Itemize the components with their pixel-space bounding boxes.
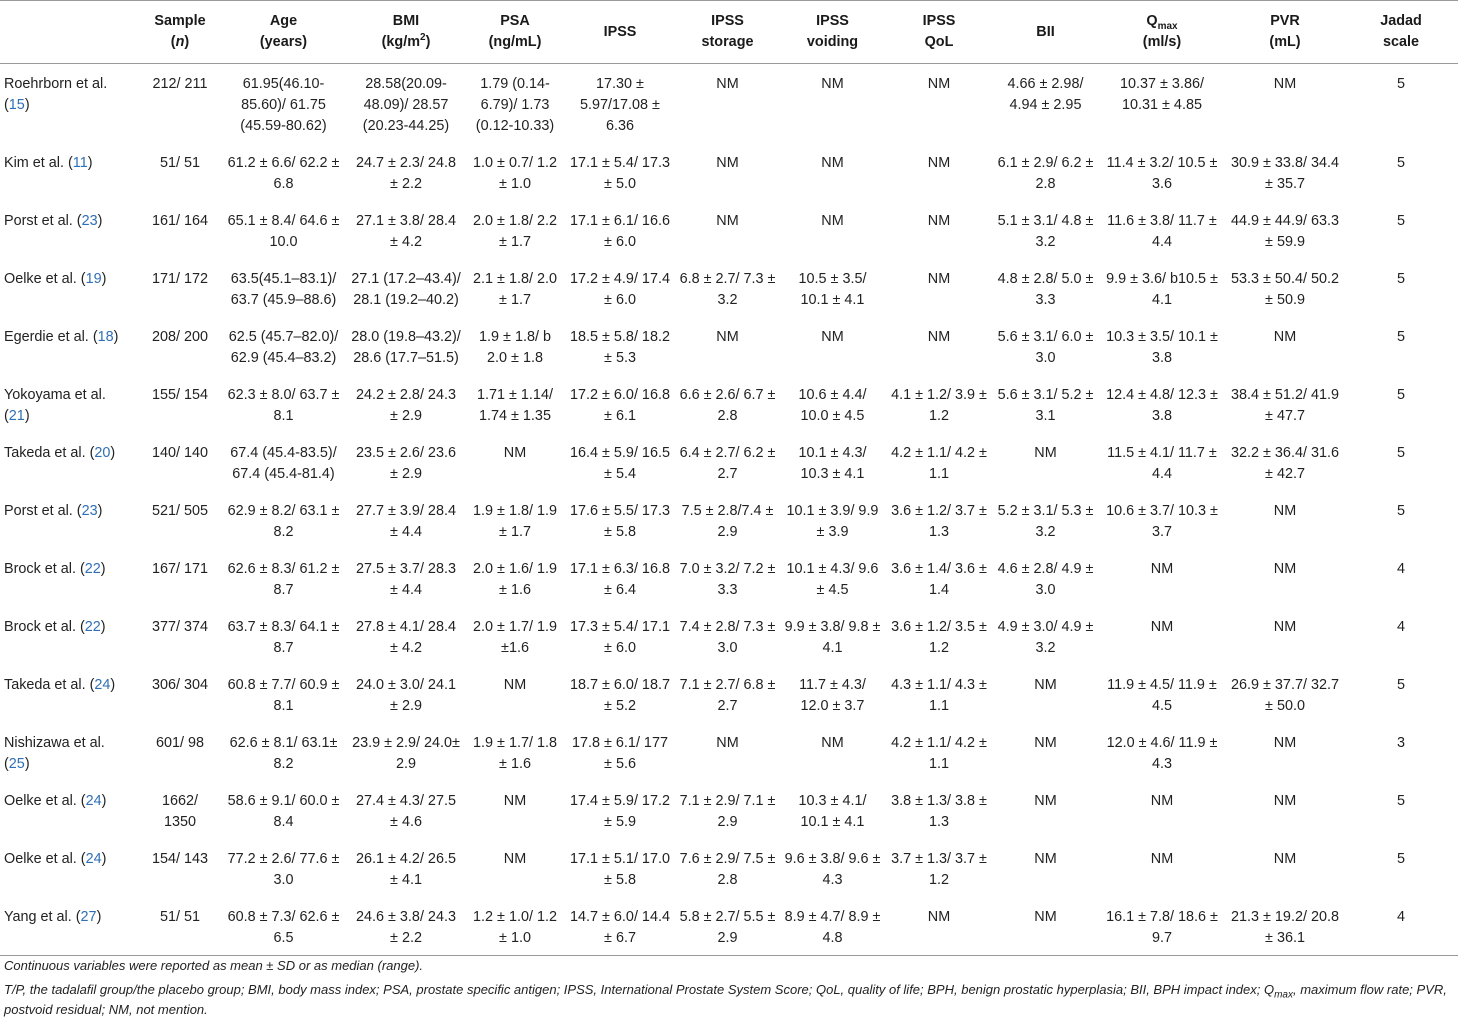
table-cell: 60.8 ± 7.3/ 62.6 ± 6.5 <box>227 909 340 946</box>
table-cell: NM <box>1150 851 1174 867</box>
column-header-title: Sample <box>154 13 206 29</box>
table-cell: 58.6 ± 9.1/ 60.0 ± 8.4 <box>227 793 340 830</box>
table-cell: 6.6 ± 2.6/ 6.7 ± 2.8 <box>679 387 776 424</box>
table-cell: 10.5 ± 3.5/ 10.1 ± 4.1 <box>798 271 867 308</box>
table-cell: 10.1 ± 4.3/ 10.3 ± 4.1 <box>798 445 867 482</box>
table-cell: NM <box>503 677 527 693</box>
table-cell: NM <box>503 793 527 809</box>
column-header-unit: (years) <box>259 34 308 50</box>
table-cell: NM <box>1034 793 1057 809</box>
table-cell: 23.5 ± 2.6/ 23.6 ± 2.9 <box>356 445 456 482</box>
table-cell: 5 <box>1396 851 1405 867</box>
table-cell: 62.6 ± 8.1/ 63.1± 8.2 <box>229 735 338 772</box>
table-cell: 24.7 ± 2.3/ 24.8 ± 2.2 <box>356 155 456 192</box>
table-cell: NM <box>1273 329 1297 345</box>
table-cell: NM <box>1273 851 1297 867</box>
study-cell: Takeda et al. (24) <box>4 677 116 693</box>
table-row <box>0 375 1458 433</box>
table-cell: 167/ 171 <box>151 561 209 577</box>
column-header-title: IPSS <box>603 23 637 40</box>
table-cell: 27.7 ± 3.9/ 28.4 ± 4.4 <box>356 503 456 540</box>
table-cell: 10.1 ± 4.3/ 9.6 ± 4.5 <box>786 561 879 598</box>
table-cell: 4.2 ± 1.1/ 4.2 ± 1.1 <box>891 445 987 482</box>
table-cell: NM <box>821 735 844 751</box>
table-cell: 161/ 164 <box>151 213 209 229</box>
table-cell: 17.6 ± 5.5/ 17.3 ± 5.8 <box>570 503 670 540</box>
column-header <box>1344 1 1458 64</box>
table-cell: 16.4 ± 5.9/ 16.5 ± 5.4 <box>570 445 670 482</box>
table-cell: 24.0 ± 3.0/ 24.1 ± 2.9 <box>356 677 456 714</box>
table-cell: NM <box>821 155 844 171</box>
column-header <box>465 1 565 64</box>
table-cell: 5.2 ± 3.1/ 5.3 ± 3.2 <box>997 503 1094 540</box>
table-cell: 1.79 (0.14-6.79)/ 1.73 (0.12-10.33) <box>475 76 555 134</box>
reference-link[interactable]: 22 <box>84 619 101 635</box>
column-header <box>885 1 993 64</box>
column-header-title: IPSS <box>922 13 956 29</box>
table-cell: NM <box>1273 619 1297 635</box>
table-cell: 1662/ 1350 <box>161 793 198 830</box>
table-cell: 5 <box>1396 445 1405 461</box>
table-cell: NM <box>716 329 739 345</box>
table-cell: 4 <box>1396 909 1405 925</box>
table-cell: 26.1 ± 4.2/ 26.5 ± 4.1 <box>356 851 456 888</box>
table-cell: 212/ 211 <box>152 76 208 92</box>
table-cell: 24.6 ± 3.8/ 24.3 ± 2.2 <box>356 909 456 946</box>
table-cell: NM <box>927 909 951 925</box>
reference-link[interactable]: 18 <box>97 329 114 345</box>
table-cell: NM <box>927 213 951 229</box>
column-header <box>1098 1 1226 64</box>
table-cell: 11.6 ± 3.8/ 11.7 ± 4.4 <box>1107 213 1217 250</box>
table-cell: NM <box>716 155 739 171</box>
column-header-unit: voiding <box>806 34 859 50</box>
column-header-unit: (ml/s) <box>1142 34 1182 50</box>
table-cell: 51/ 51 <box>159 155 200 171</box>
table-cell: 155/ 154 <box>151 387 209 403</box>
header-row <box>0 1 1458 64</box>
table-cell: 3.6 ± 1.4/ 3.6 ± 1.4 <box>891 561 987 598</box>
table-cell: 9.9 ± 3.8/ 9.8 ± 4.1 <box>784 619 881 656</box>
table-cell: NM <box>1273 735 1297 751</box>
column-header <box>140 1 220 64</box>
table-cell: 6.8 ± 2.7/ 7.3 ± 3.2 <box>679 271 776 308</box>
table-cell: 5 <box>1396 793 1405 809</box>
table-cell: 4.3 ± 1.1/ 4.3 ± 1.1 <box>891 677 987 714</box>
table-cell: 62.5 (45.7–82.0)/ 62.9 (45.4–83.2) <box>228 329 339 366</box>
study-name: Oelke et al. <box>4 851 77 867</box>
table-cell: 1.0 ± 0.7/ 1.2 ± 1.0 <box>473 155 557 192</box>
study-name: Porst et al. <box>4 503 73 519</box>
table-cell: NM <box>821 329 844 345</box>
table-row <box>0 317 1458 375</box>
table-cell: 5.6 ± 3.1/ 5.2 ± 3.1 <box>997 387 1094 424</box>
table-cell: 6.4 ± 2.7/ 6.2 ± 2.7 <box>679 445 776 482</box>
table-cell: 38.4 ± 51.2/ 41.9 ± 47.7 <box>1231 387 1339 424</box>
study-cell: Kim et al. (11) <box>4 155 93 171</box>
study-name: Kim et al. <box>4 155 64 171</box>
table-cell: 62.9 ± 8.2/ 63.1 ± 8.2 <box>227 503 340 540</box>
column-header <box>347 1 465 64</box>
footnote-continuous-variables: Continuous variables were reported as mean ± SD or as median (range). <box>4 958 424 973</box>
table-cell: 28.0 (19.8–43.2)/ 28.6 (17.7–51.5) <box>351 329 461 366</box>
table-cell: 10.37 ± 3.86/ 10.31 ± 4.85 <box>1120 76 1204 113</box>
table-cell: 4 <box>1396 561 1405 577</box>
study-cell: Nishizawa et al. (25) <box>4 735 105 772</box>
table-cell: 61.95(46.10-85.60)/ 61.75 (45.59-80.62) <box>240 76 327 134</box>
column-header-unit: (mL) <box>1269 34 1301 50</box>
table-cell: 61.2 ± 6.6/ 62.2 ± 6.8 <box>227 155 340 192</box>
table-cell: 32.2 ± 36.4/ 31.6 ± 42.7 <box>1231 445 1339 482</box>
table-cell: 53.3 ± 50.4/ 50.2 ± 50.9 <box>1231 271 1339 308</box>
table-cell: 4.8 ± 2.8/ 5.0 ± 3.3 <box>997 271 1094 308</box>
study-cell: Oelke et al. (24) <box>4 851 107 867</box>
column-header-unit: $(kg/m^2)$ <box>381 32 431 50</box>
study-name: Brock et al. <box>4 619 76 635</box>
table-cell: 16.1 ± 7.8/ 18.6 ± 9.7 <box>1106 909 1218 946</box>
table-cell: 1.9 ± 1.8/ 1.9 ± 1.7 <box>473 503 557 540</box>
reference-link[interactable]: 24 <box>85 851 102 867</box>
study-cell: Takeda et al. (20) <box>4 445 116 461</box>
table-cell: NM <box>716 76 739 92</box>
table-cell: 154/ 143 <box>151 851 209 867</box>
table-cell: NM <box>1034 445 1057 461</box>
study-cell: Porst et al. (23) <box>4 503 103 519</box>
column-header-title: BII <box>1036 23 1055 40</box>
table-cell: NM <box>1273 793 1297 809</box>
column-header-title: PVR <box>1270 13 1300 29</box>
study-name: Oelke et al. <box>4 793 77 809</box>
column-header-unit: QoL <box>924 34 954 50</box>
table-cell: NM <box>927 329 951 345</box>
table-cell: 4.6 ± 2.8/ 4.9 ± 3.0 <box>997 561 1094 598</box>
table-cell: 4.9 ± 3.0/ 4.9 ± 3.2 <box>997 619 1094 656</box>
table-cell: 8.9 ± 4.7/ 8.9 ± 4.8 <box>784 909 881 946</box>
study-name: Takeda et al. <box>4 677 86 693</box>
table-cell: 1.9 ± 1.7/ 1.8 ± 1.6 <box>473 735 557 772</box>
table-cell: 27.4 ± 4.3/ 27.5 ± 4.6 <box>356 793 456 830</box>
table-row <box>0 607 1458 665</box>
table-cell: 27.1 ± 3.8/ 28.4 ± 4.2 <box>356 213 456 250</box>
table-cell: NM <box>927 271 951 287</box>
reference-link[interactable]: 25 <box>8 756 25 772</box>
study-name: Yokoyama et al. <box>4 387 106 403</box>
table-cell: 10.6 ± 3.7/ 10.3 ± 3.7 <box>1106 503 1218 540</box>
table-header <box>0 1 1458 64</box>
column-header-unit: (ng/mL) <box>488 34 542 50</box>
table-cell: 5 <box>1396 76 1405 92</box>
table-cell: 51/ 51 <box>159 909 200 925</box>
column-header <box>780 1 885 64</box>
table-cell: 10.3 ± 4.1/ 10.1 ± 4.1 <box>798 793 867 830</box>
table-cell: 5 <box>1396 213 1405 229</box>
table-cell: 140/ 140 <box>151 445 209 461</box>
table-cell: 62.3 ± 8.0/ 63.7 ± 8.1 <box>227 387 340 424</box>
table-cell: 7.4 ± 2.8/ 7.3 ± 3.0 <box>679 619 776 656</box>
table-body <box>0 64 1458 956</box>
table-cell: NM <box>1273 503 1297 519</box>
table-cell: 3.6 ± 1.2/ 3.5 ± 1.2 <box>891 619 987 656</box>
table-cell: 17.30 ± 5.97/17.08 ± 6.36 <box>580 76 660 134</box>
table-row <box>0 897 1458 956</box>
table-cell: 5.1 ± 3.1/ 4.8 ± 3.2 <box>997 213 1094 250</box>
table-cell: 7.0 ± 3.2/ 7.2 ± 3.3 <box>679 561 776 598</box>
study-name: Egerdie et al. <box>4 329 89 345</box>
table-cell: NM <box>1034 735 1057 751</box>
study-cell: Porst et al. (23) <box>4 213 103 229</box>
table-cell: 11.4 ± 3.2/ 10.5 ± 3.6 <box>1106 155 1218 192</box>
table-row <box>0 491 1458 549</box>
table-cell: NM <box>1150 793 1174 809</box>
study-cell: Oelke et al. (19) <box>4 271 107 287</box>
table-cell: 17.1 ± 5.1/ 17.0 ± 5.8 <box>570 851 670 888</box>
reference-link[interactable]: 23 <box>81 213 98 229</box>
table-cell: 63.5(45.1–83.1)/ 63.7 (45.9–88.6) <box>230 271 337 308</box>
table-cell: NM <box>1273 561 1297 577</box>
table-cell: 2.0 ± 1.6/ 1.9 ± 1.6 <box>473 561 557 598</box>
study-name: Takeda et al. <box>4 445 86 461</box>
column-header-title: IPSS <box>816 13 849 29</box>
study-name: Yang et al. <box>4 909 72 925</box>
table-row <box>0 723 1458 781</box>
table-cell: 11.7 ± 4.3/ 12.0 ± 3.7 <box>799 677 866 714</box>
column-header-title: PSA <box>500 13 530 29</box>
table-cell: 3.8 ± 1.3/ 3.8 ± 1.3 <box>891 793 987 830</box>
table-cell: 3.7 ± 1.3/ 3.7 ± 1.2 <box>891 851 987 888</box>
table-cell: 5 <box>1396 329 1405 345</box>
table-cell: 5 <box>1396 677 1405 693</box>
table-cell: 377/ 374 <box>151 619 209 635</box>
table-cell: 67.4 (45.4-83.5)/ 67.4 (45.4-81.4) <box>230 445 337 482</box>
table-cell: 12.0 ± 4.6/ 11.9 ± 4.3 <box>1106 735 1218 772</box>
table-cell: NM <box>927 155 951 171</box>
column-header <box>1226 1 1344 64</box>
table-cell: NM <box>821 213 844 229</box>
table-cell: 6.1 ± 2.9/ 6.2 ± 2.8 <box>997 155 1094 192</box>
reference-link[interactable]: 19 <box>85 271 102 287</box>
table-cell: 10.6 ± 4.4/ 10.0 ± 4.5 <box>798 387 867 424</box>
column-header-title: Age <box>269 13 298 29</box>
table-cell: 18.7 ± 6.0/ 18.7 ± 5.2 <box>570 677 670 714</box>
table-cell: 601/ 98 <box>155 735 204 751</box>
table-cell: NM <box>503 851 527 867</box>
study-name: Roehrborn et al. <box>4 76 108 92</box>
table-cell: 14.7 ± 6.0/ 14.4 ± 6.7 <box>570 909 670 946</box>
footnote-abbreviations: T/P, the tadalafil group/the placebo group; BMI, body mass index; PSA, prostate specific antigen; IPSS, International Prostate System Score; QoL, quality of life; BPH, benign prostatic hyperplasia; BII, BPH impact index; $Q_{max}$, maximum flow rate; PVR, postvoid residual; NM, not mention. <box>4 982 1447 1017</box>
study-name: Brock et al. <box>4 561 76 577</box>
table-cell: 7.1 ± 2.7/ 6.8 ± 2.7 <box>679 677 776 714</box>
study-cell: Brock et al. (22) <box>4 561 106 577</box>
table-cell: 4.1 ± 1.2/ 3.9 ± 1.2 <box>891 387 987 424</box>
column-header-title: Jadad <box>1380 13 1422 29</box>
table-cell: 10.3 ± 3.5/ 10.1 ± 3.8 <box>1106 329 1218 366</box>
table-row <box>0 665 1458 723</box>
table-row <box>0 839 1458 897</box>
table-cell: 21.3 ± 19.2/ 20.8 ± 36.1 <box>1231 909 1339 946</box>
table-cell: 1.2 ± 1.0/ 1.2 ± 1.0 <box>473 909 557 946</box>
table-cell: 3.6 ± 1.2/ 3.7 ± 1.3 <box>891 503 987 540</box>
table-cell: 12.4 ± 4.8/ 12.3 ± 3.8 <box>1106 387 1218 424</box>
table-cell: 18.5 ± 5.8/ 18.2 ± 5.3 <box>570 329 670 366</box>
table-cell: 5.6 ± 3.1/ 6.0 ± 3.0 <box>997 329 1094 366</box>
table-cell: NM <box>821 76 844 92</box>
table-cell: 171/ 172 <box>151 271 209 287</box>
table-cell: 208/ 200 <box>151 329 209 345</box>
table-cell: 30.9 ± 33.8/ 34.4 ± 35.7 <box>1231 155 1339 192</box>
table-cell: 5 <box>1396 271 1405 287</box>
study-name: Nishizawa et al. <box>4 735 105 751</box>
table-cell: 17.2 ± 4.9/ 17.4 ± 6.0 <box>570 271 670 308</box>
table-cell: 1.71 ± 1.14/ 1.74 ± 1.35 <box>477 387 553 424</box>
reference-link[interactable]: 24 <box>85 793 102 809</box>
table-cell: 27.5 ± 3.7/ 28.3 ± 4.4 <box>356 561 456 598</box>
study-name: Porst et al. <box>4 213 73 229</box>
study-cell: Roehrborn et al. (15) <box>4 76 108 113</box>
reference-link[interactable]: 23 <box>81 503 98 519</box>
table-cell: 7.6 ± 2.9/ 7.5 ± 2.8 <box>679 851 776 888</box>
reference-link[interactable]: 22 <box>84 561 101 577</box>
reference-link[interactable]: 21 <box>8 408 25 424</box>
table-cell: 23.9 ± 2.9/ 24.0± 2.9 <box>352 735 460 772</box>
table-row <box>0 549 1458 607</box>
table-cell: 2.1 ± 1.8/ 2.0 ± 1.7 <box>473 271 557 308</box>
table-cell: 17.4 ± 5.9/ 17.2 ± 5.9 <box>570 793 670 830</box>
reference-link[interactable]: 24 <box>94 677 111 693</box>
table-cell: 9.9 ± 3.6/ b10.5 ± 4.1 <box>1106 271 1218 308</box>
study-cell: Egerdie et al. (18) <box>4 329 119 345</box>
table-cell: NM <box>716 735 739 751</box>
reference-link[interactable]: 27 <box>80 909 97 925</box>
table-cell: 4 <box>1396 619 1405 635</box>
table-cell: NM <box>1150 561 1174 577</box>
table-cell: NM <box>1034 909 1057 925</box>
table-cell: 2.0 ± 1.8/ 2.2 ± 1.7 <box>473 213 557 250</box>
table-row <box>0 433 1458 491</box>
column-header-title: $Q_{max}$ <box>1146 13 1178 32</box>
table-cell: NM <box>1273 76 1297 92</box>
table-cell: 1.9 ± 1.8/ b 2.0 ± 1.8 <box>479 329 551 366</box>
table-cell: NM <box>1034 677 1057 693</box>
table-cell: 9.6 ± 3.8/ 9.6 ± 4.3 <box>784 851 881 888</box>
table-cell: 63.7 ± 8.3/ 64.1 ± 8.7 <box>227 619 340 656</box>
table-cell: 3 <box>1396 735 1405 751</box>
table-cell: 17.3 ± 5.4/ 17.1 ± 6.0 <box>570 619 670 656</box>
table-cell: 5.8 ± 2.7/ 5.5 ± 2.9 <box>679 909 776 946</box>
table-cell: 26.9 ± 37.7/ 32.7 ± 50.0 <box>1231 677 1339 714</box>
table-row <box>0 259 1458 317</box>
study-cell: Yang et al. (27) <box>4 909 102 925</box>
table-cell: 4.66 ± 2.98/ 4.94 ± 2.95 <box>1007 76 1084 113</box>
table-cell: NM <box>503 445 527 461</box>
table-cell: 60.8 ± 7.7/ 60.9 ± 8.1 <box>227 677 340 714</box>
study-cell: Brock et al. (22) <box>4 619 106 635</box>
reference-link[interactable]: 15 <box>8 97 25 113</box>
table-row <box>0 201 1458 259</box>
column-header-unit: (n) <box>170 34 190 50</box>
table-cell: 17.8 ± 6.1/ 177 ± 5.6 <box>572 735 668 772</box>
table-footnotes <box>4 956 1454 1020</box>
table-cell: 5 <box>1396 387 1405 403</box>
column-header-title: IPSS <box>711 13 744 29</box>
table-cell: 44.9 ± 44.9/ 63.3 ± 59.9 <box>1231 213 1339 250</box>
table-cell: 27.8 ± 4.1/ 28.4 ± 4.2 <box>356 619 456 656</box>
table-cell: 2.0 ± 1.7/ 1.9 ±1.6 <box>473 619 557 656</box>
table-cell: 7.1 ± 2.9/ 7.1 ± 2.9 <box>679 793 776 830</box>
study-cell: Yokoyama et al. (21) <box>4 387 106 424</box>
column-header <box>220 1 347 64</box>
table-cell: NM <box>716 213 739 229</box>
table-cell: 65.1 ± 8.4/ 64.6 ± 10.0 <box>227 213 340 250</box>
table-cell: 17.1 ± 6.1/ 16.6 ± 6.0 <box>570 213 670 250</box>
column-header-unit: scale <box>1382 34 1419 50</box>
table-cell: 5 <box>1396 503 1405 519</box>
reference-link[interactable]: 20 <box>94 445 111 461</box>
table-cell: 17.1 ± 6.3/ 16.8 ± 6.4 <box>570 561 670 598</box>
table-cell: 17.1 ± 5.4/ 17.3 ± 5.0 <box>570 155 670 192</box>
table-cell: 62.6 ± 8.3/ 61.2 ± 8.7 <box>227 561 340 598</box>
column-header <box>675 1 780 64</box>
table-cell: 17.2 ± 6.0/ 16.8 ± 6.1 <box>570 387 670 424</box>
table-row <box>0 781 1458 839</box>
table-row <box>0 64 1458 144</box>
table-cell: 11.9 ± 4.5/ 11.9 ± 4.5 <box>1107 677 1217 714</box>
table-cell: 306/ 304 <box>151 677 209 693</box>
table-cell: 24.2 ± 2.8/ 24.3 ± 2.9 <box>356 387 456 424</box>
study-cell: Oelke et al. (24) <box>4 793 107 809</box>
column-header-unit: storage <box>701 34 754 50</box>
table-cell: 521/ 505 <box>151 503 209 519</box>
table-cell: 77.2 ± 2.6/ 77.6 ± 3.0 <box>227 851 340 888</box>
table-cell: 27.1 (17.2–43.4)/ 28.1 (19.2–40.2) <box>351 271 461 308</box>
column-header-title: BMI <box>392 13 420 29</box>
column-header <box>565 1 675 64</box>
table-row <box>0 143 1458 201</box>
table-cell: 7.5 ± 2.8/7.4 ± 2.9 <box>681 503 774 540</box>
table-cell: 11.5 ± 4.1/ 11.7 ± 4.4 <box>1107 445 1217 482</box>
study-name: Oelke et al. <box>4 271 77 287</box>
table-cell: NM <box>1034 851 1057 867</box>
table-cell: NM <box>927 76 951 92</box>
column-header <box>0 1 140 64</box>
table-cell: 10.1 ± 3.9/ 9.9 ± 3.9 <box>786 503 879 540</box>
column-header <box>993 1 1098 64</box>
table-cell: 4.2 ± 1.1/ 4.2 ± 1.1 <box>891 735 987 772</box>
table-cell: NM <box>1150 619 1174 635</box>
table-cell: 5 <box>1396 155 1405 171</box>
reference-link[interactable]: 11 <box>72 155 88 171</box>
table-cell: 28.58(20.09-48.09)/ 28.57 (20.23-44.25) <box>362 76 450 134</box>
